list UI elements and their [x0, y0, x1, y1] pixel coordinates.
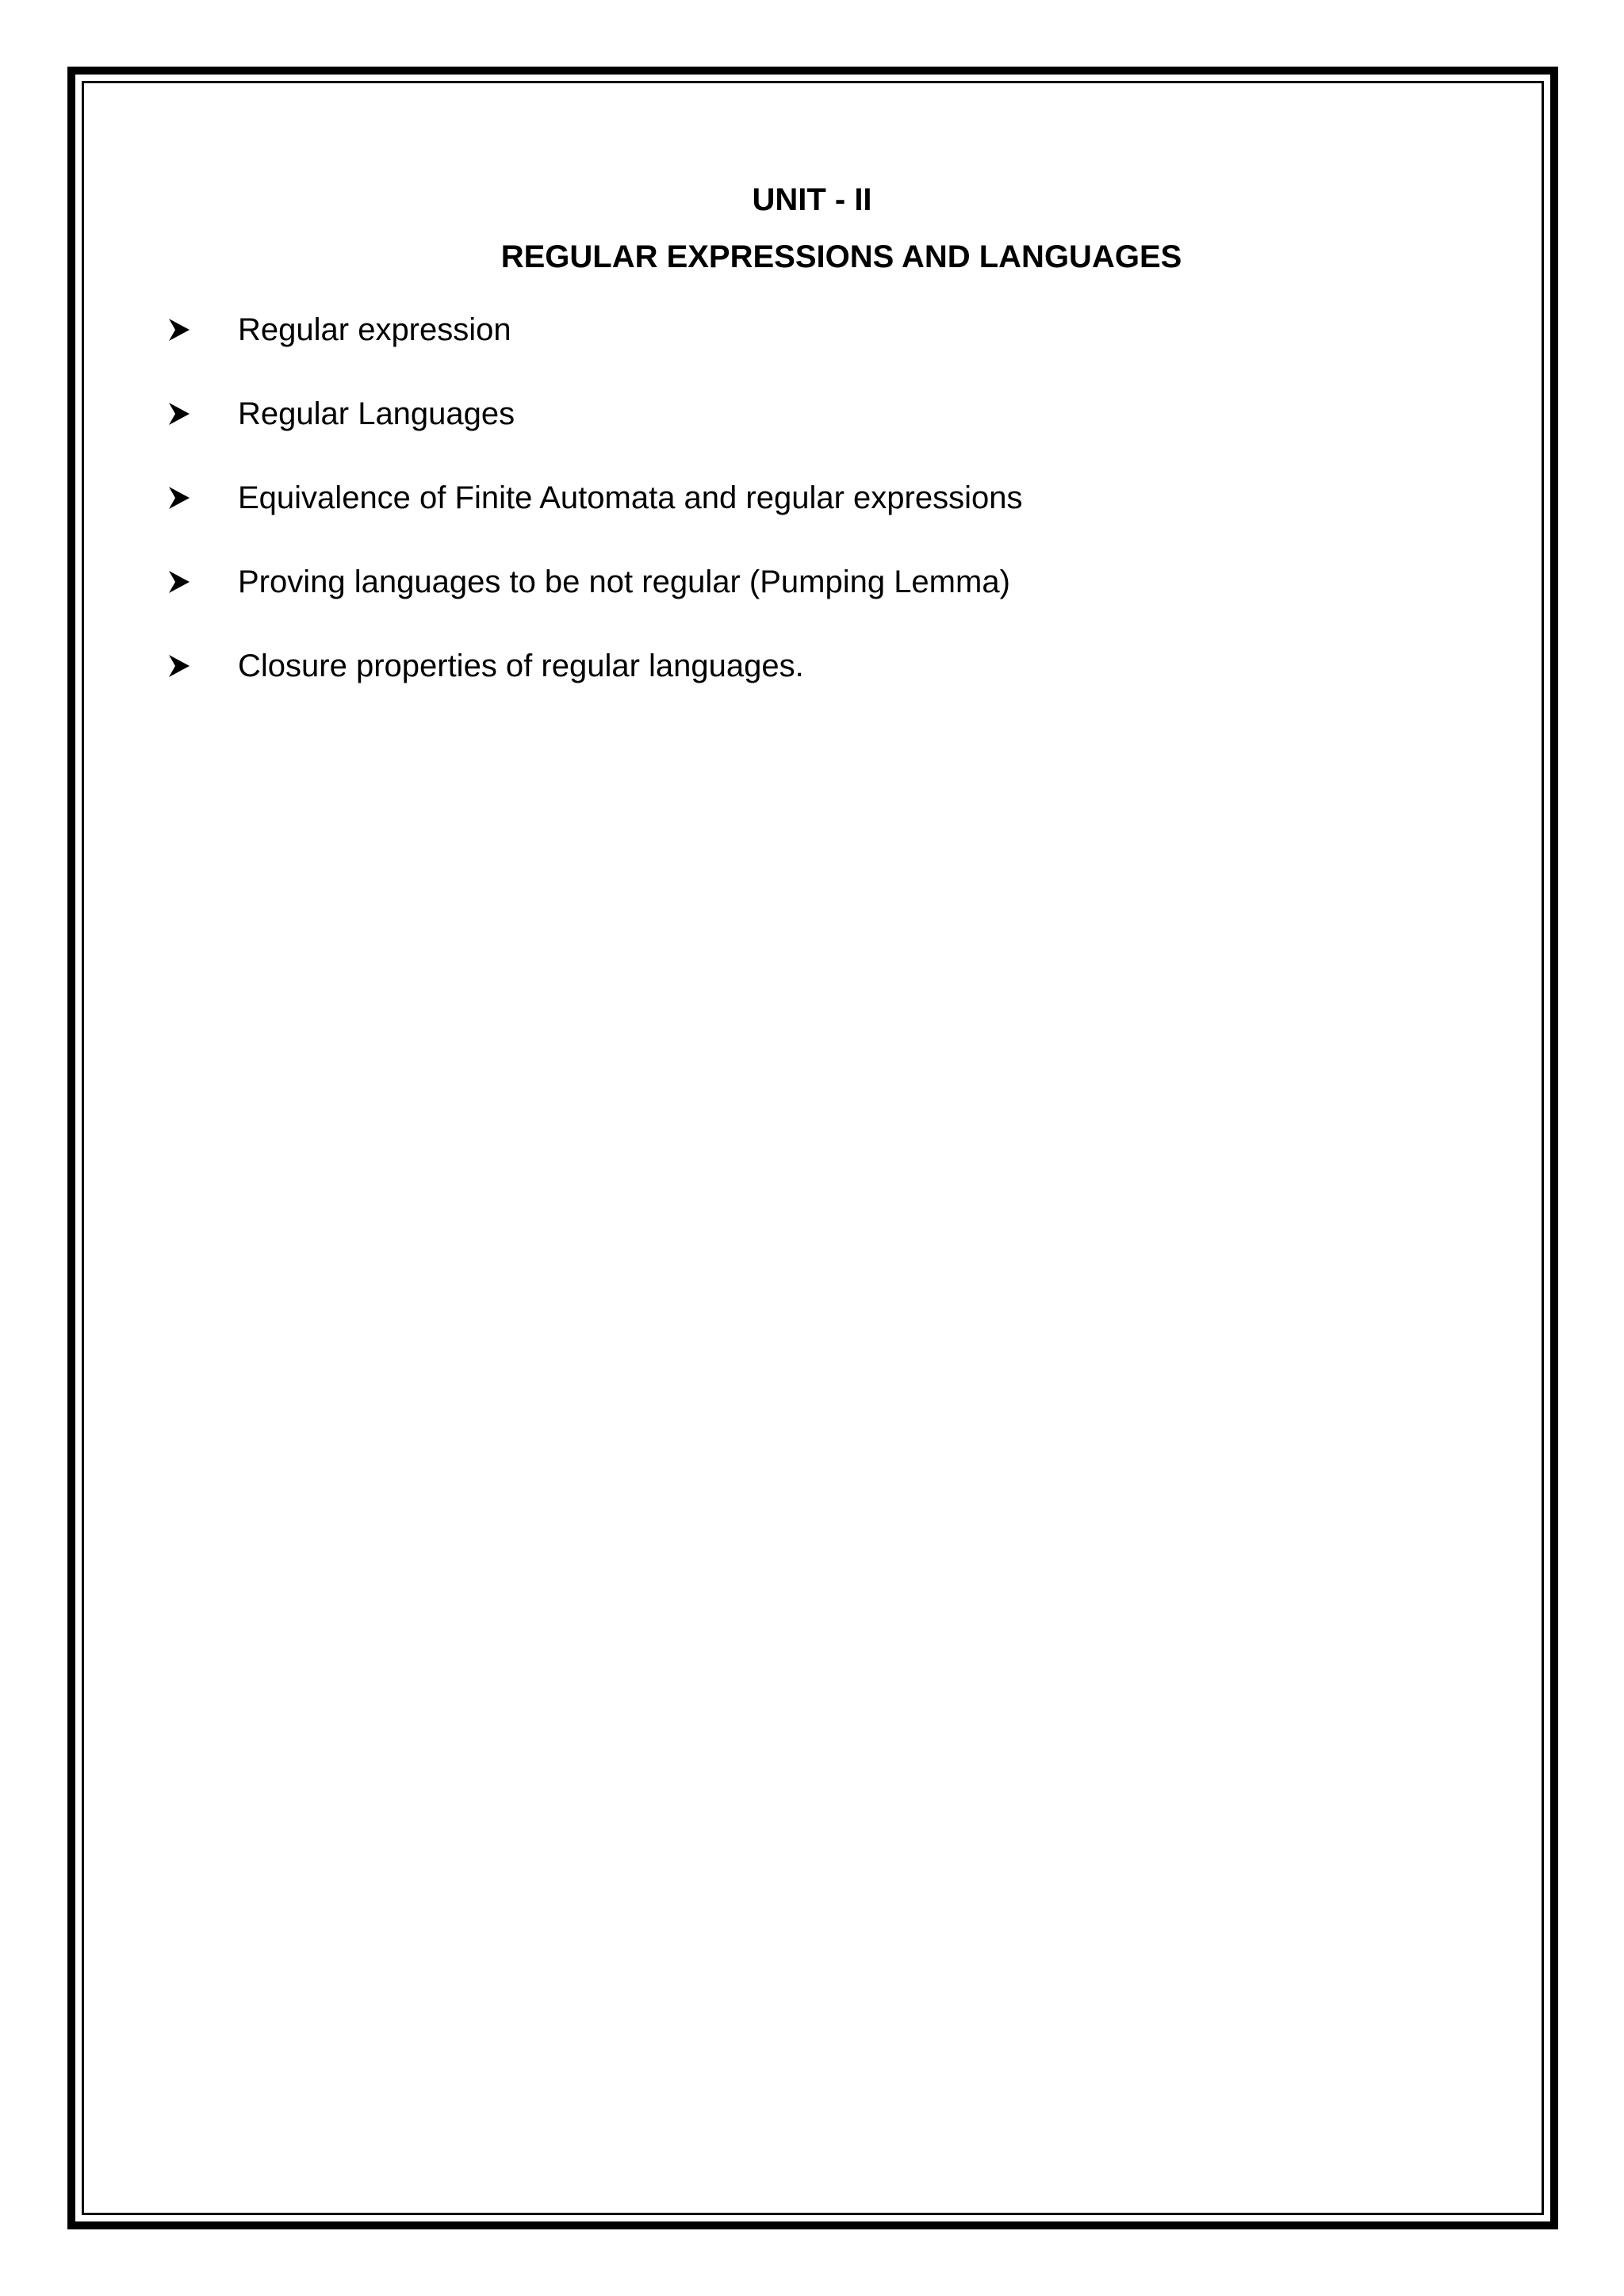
topic-label: Regular expression	[238, 312, 511, 347]
topic-label: Closure properties of regular languages.	[238, 649, 804, 683]
list-item	[168, 563, 1022, 601]
arrowhead-bullet-icon	[168, 570, 190, 594]
arrowhead-bullet-icon	[168, 318, 190, 342]
list-item	[168, 395, 1022, 433]
arrowhead-bullet-icon	[168, 654, 190, 678]
topic-label: Proving languages to be not regular (Pumping Lemma)	[238, 564, 1010, 599]
section-title: REGULAR EXPRESSIONS AND LANGUAGES	[500, 239, 1182, 274]
arrowhead-bullet-icon	[168, 402, 190, 426]
list-item	[168, 479, 1022, 517]
unit-title: UNIT - II	[752, 182, 872, 217]
topic-label: Regular Languages	[238, 396, 515, 431]
list-item	[168, 647, 1022, 685]
list-item	[168, 311, 1022, 349]
topic-label: Equivalence of Finite Automata and regular expressions	[238, 480, 1023, 515]
topic-list	[168, 311, 1022, 731]
arrowhead-bullet-icon	[168, 486, 190, 510]
